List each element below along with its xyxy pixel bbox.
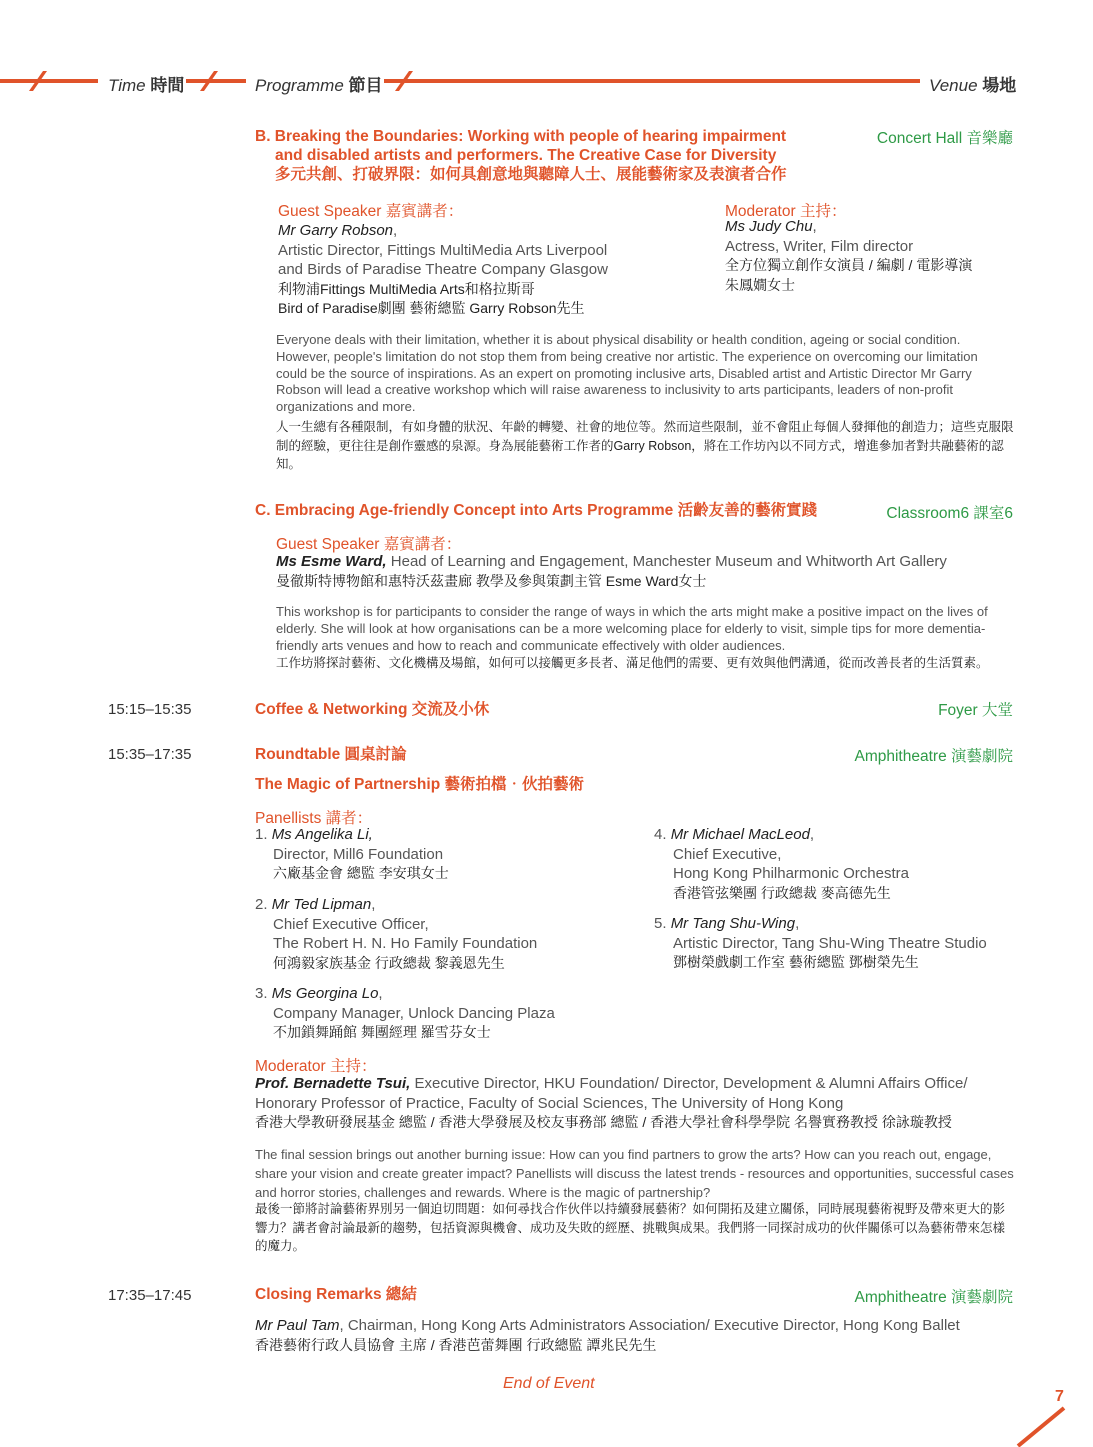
guest-speaker-block: Ms Esme Ward, Head of Learning and Engagement, Manchester Museum and Whitworth Art Gallery 曼徹斯特博物館和惠特沃茲畫廊 教學及參與策劃主管 Esme Ward女士	[276, 553, 947, 589]
closing-time: 17:35–17:45	[108, 1287, 192, 1304]
coffee-venue: Foyer 大堂	[938, 702, 1013, 719]
closing-venue: Amphitheatre 演藝劇院	[854, 1289, 1013, 1306]
session-c-title: C. Embracing Age-friendly Concept into Arts Programme 活齡友善的藝術實踐	[255, 502, 818, 519]
roundtable-title: Roundtable 圓桌討論	[255, 746, 407, 763]
session-c-description-zh: 工作坊將探討藝術、文化機構及場館，如何可以接觸更多長者、滿足他們的需要、更有效與他們溝通，從而改善長者的生活質素。	[276, 656, 989, 670]
header-rule	[384, 79, 920, 83]
panellist-2: 2. Mr Ted Lipman, Chief Executive Officer, The Robert H. N. Ho Family Foundation 何鴻毅家族基金 行政總裁 黎義恩先生	[255, 896, 538, 971]
moderator-label: Moderator 主持：	[725, 203, 847, 220]
panellist-3: 3. Ms Georgina Lo, Company Manager, Unlock Dancing Plaza 不加鎖舞踊館 舞團經理 羅雪芬女士	[255, 985, 555, 1040]
header-venue-label: Venue 場地	[929, 76, 1017, 95]
roundtable-description-zh: 最後一節將討論藝術界別另一個迫切問題：如何尋找合作伙伴以持續發展藝術？如何開拓及建立關係，同時展現藝術視野及帶來更大的影響力？講者會討論最新的趨勢，包括資源與機會、成功及失敗的經歷、挑戰與成果。我們將一同探討成功的伙伴關係可以為藝術帶來怎樣的魔力。	[255, 1202, 1006, 1253]
guest-speaker-label: Guest Speaker 嘉賓講者：	[276, 536, 462, 553]
page-corner-slash-icon	[1012, 1404, 1068, 1447]
session-c-venue: Classroom6 課室6	[886, 505, 1013, 522]
session-b-description-zh: 人一生總有各種限制，有如身體的狀況、年齡的轉變、社會的地位等。然而這些限制，並不會阻止每個人發揮他的創造力；這些克服限制的經驗，更往往是創作靈感的泉源。身為展能藝術工作者的Garry Robson，將在工作坊內以不同方式，增進參加者對共融藝術的認知。	[276, 420, 1014, 471]
roundtable-venue: Amphitheatre 演藝劇院	[854, 748, 1013, 765]
roundtable-subtitle: The Magic of Partnership 藝術拍檔‧伙拍藝術	[255, 776, 584, 793]
coffee-title: Coffee & Networking 交流及小休	[255, 701, 490, 718]
panellists-label: Panellists 講者：	[255, 810, 373, 827]
moderator-block: Ms Judy Chu, Actress, Writer, Film director 全方位獨立創作女演員 / 編劇 / 電影導演 朱鳳嫺女士	[725, 218, 973, 293]
roundtable-description: The final session brings out another burning issue: How can you find partners to grow the arts? How can you reach out, engage, share your vision and create greater impact? Panellists will discuss the latest trends - resources and opportunities, successful cases and horror stories, challenges and rewards. Where is the magic of partnership?	[255, 1147, 1014, 1200]
page-number: 7	[1055, 1388, 1064, 1405]
roundtable-time: 15:35–17:35	[108, 746, 192, 763]
guest-speaker-block: Mr Garry Robson, Artistic Director, Fittings MultiMedia Arts Liverpool and Birds of Paradise Theatre Company Glasgow 利物浦Fittings MultiMedia Arts和格拉斯哥 Bird of Paradise劇團 藝術總監 Garry Robson先生	[278, 222, 608, 316]
header-rule	[186, 79, 246, 83]
session-b-description: Everyone deals with their limitation, whether it is about physical disability or health condition, ageing or social condition. However, people's limitation do not stop them from being creative nor artistic. The experience on overcoming our limitation could be the source of inspirations. As an expert on promoting inclusive arts, Disabled artist and Artistic Director Mr Garry Robson will lead a creative workshop which will raise awareness to inclusivity to arts participants, leaders of non-profit organizations and more.	[276, 332, 978, 415]
closing-speaker: Mr Paul Tam, Chairman, Hong Kong Arts Administrators Association/ Executive Director, Hong Kong Ballet 香港藝術行政人員協會 主席 / 香港芭蕾舞團 行政總監 譚兆民先生	[255, 1317, 960, 1353]
session-b-venue: Concert Hall 音樂廳	[876, 130, 1013, 147]
end-of-event: End of Event	[503, 1375, 595, 1392]
header-time-label: Time 時間	[108, 76, 185, 95]
session-b-title: B. Breaking the Boundaries: Working with people of hearing impairment and disabled artists and performers. The Creative Case for Diversity 多元共創、打破界限：如何具創意地與聽障人士、展能藝術家及表演者合作	[255, 128, 787, 183]
coffee-time: 15:15–15:35	[108, 701, 192, 718]
panellist-1: 1. Ms Angelika Li, Director, Mill6 Foundation 六廠基金會 總監 李安琪女士	[255, 826, 449, 881]
header-rule	[0, 79, 98, 83]
closing-title: Closing Remarks 總結	[255, 1286, 417, 1303]
guest-speaker-label: Guest Speaker 嘉賓講者：	[278, 203, 464, 220]
panellist-4: 4. Mr Michael MacLeod, Chief Executive, Hong Kong Philharmonic Orchestra 香港管弦樂團 行政總裁 麥高德先生	[654, 826, 909, 901]
panellist-5: 5. Mr Tang Shu-Wing, Artistic Director, Tang Shu-Wing Theatre Studio 鄧樹榮戲劇工作室 藝術總監 鄧樹榮先生	[654, 915, 987, 970]
header-programme-label: Programme 節目	[255, 76, 383, 95]
moderator-block: Prof. Bernadette Tsui, Executive Director, HKU Foundation/ Director, Development & Alumni Affairs Office/ Honorary Professor of Practice, Faculty of Social Sciences, The University of Hong Kong 香港大學教研發展基金 總監 / 香港大學發展及校友事務部 總監 / 香港大學社會科學學院 名譽實務教授 徐詠璇教授	[255, 1075, 968, 1130]
moderator-label: Moderator 主持：	[255, 1058, 377, 1075]
session-c-description: This workshop is for participants to consider the range of ways in which the arts might make a positive impact on the lives of elderly. She will look at how organisations can be a more welcoming place for elderly to visit, simple tips for more dementia-friendly arts venues and how to reach and communicate effectively with older audiences.	[276, 604, 988, 653]
